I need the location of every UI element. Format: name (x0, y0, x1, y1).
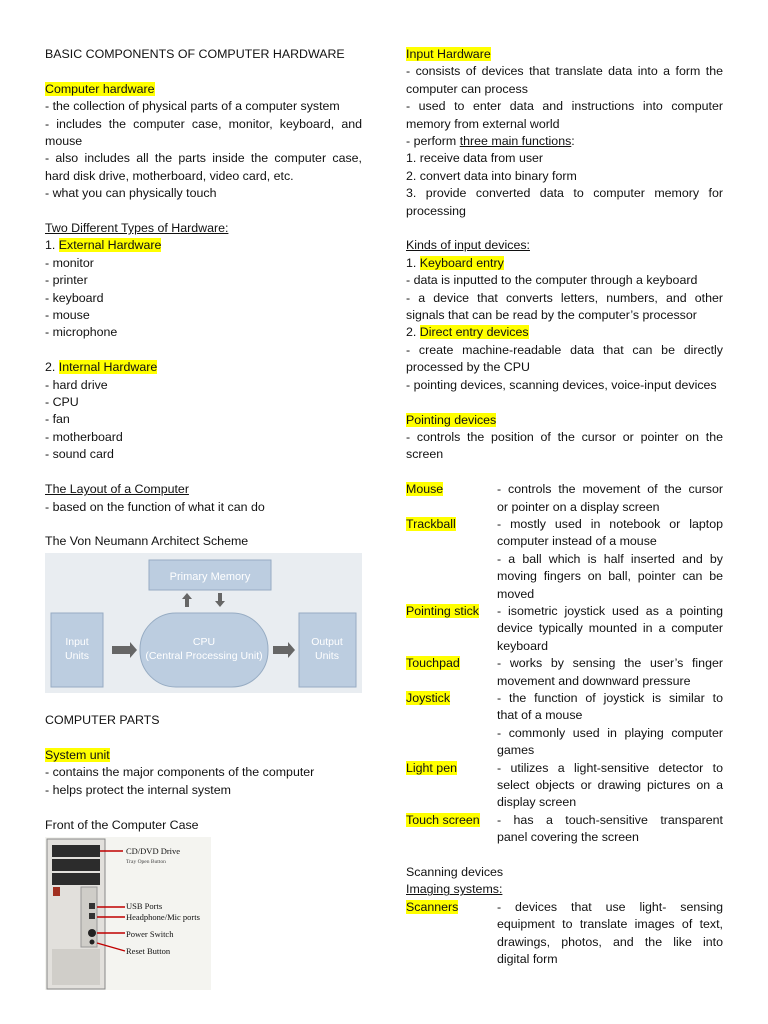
de-line: - pointing devices, scanning devices, voice-input devices (406, 377, 717, 392)
input-line: memory from external world (406, 116, 560, 131)
device-entry-light-pen: Light pen - utilizes a light-sensitive detector to select objects or drawing pictures on a display screen (406, 760, 723, 810)
keyboard-entry-heading: 1. Keyboard entry (406, 255, 504, 270)
scanning-devices-heading: Scanning devices (406, 865, 504, 880)
right-column (406, 46, 723, 968)
hw-line: - the collection of physical parts of a computer system (45, 99, 340, 114)
list-item: - printer (45, 273, 88, 288)
function-line: 3. provide converted data to computer memory for (406, 186, 723, 201)
device-term: Light pen (406, 760, 457, 775)
system-unit-heading: System unit (45, 747, 110, 762)
function-line: 2. convert data into binary form (406, 168, 577, 183)
hw-line: mouse (45, 134, 83, 149)
computer-hardware-heading: Computer hardware (45, 81, 155, 96)
von-neumann-diagram (45, 553, 362, 693)
list-item: - fan (45, 412, 70, 427)
tray-open-label: Tray Open Button (126, 858, 166, 865)
svg-text:Output: Output (311, 635, 343, 648)
function-line: processing (406, 203, 466, 218)
hardware-types-heading: Two Different Types of Hardware: (45, 221, 229, 236)
internal-hardware-heading: 2. Internal Hardware (45, 360, 158, 375)
direct-entry-heading: 2. Direct entry devices (406, 325, 529, 340)
cd-dvd-label: CD/DVD Drive (126, 845, 181, 856)
kinds-heading: Kinds of input devices: (406, 238, 530, 253)
von-neumann-heading: The Von Neumann Architect Scheme (45, 534, 249, 549)
pd-line: screen (406, 447, 444, 462)
device-entry-joystick: Joystick - the function of joystick is similar to that of a mouse - commonly used in playing computer games (406, 690, 723, 758)
device-entry-trackball: Trackball - mostly used in notebook or laptop computer instead of a mouse - a ball which is half inserted and by moving fingers on ball, pointer can be moved (406, 516, 723, 601)
device-term: Touch screen (406, 812, 480, 827)
device-entry-mouse: Mouse - controls the movement of the cursor or pointer on a display screen (406, 482, 723, 514)
svg-text:(Central Processing Unit): (Central Processing Unit) (145, 649, 263, 662)
sys-line: - helps protect the internal system (45, 782, 231, 797)
sys-line: - contains the major components of the computer (45, 765, 315, 780)
list-item: - motherboard (45, 429, 123, 444)
device-entry-pointing-stick: Pointing stick - isometric joystick used as a pointing device typically mounted in a computer keyboard (406, 603, 723, 653)
computer-parts-heading: COMPUTER PARTS (45, 713, 160, 728)
svg-text:CPU: CPU (192, 635, 216, 648)
computer-case-image (45, 837, 362, 990)
input-hardware-heading: Input Hardware (406, 47, 491, 61)
pd-line: - controls the position of the cursor or pointer on the (406, 429, 723, 444)
kb-line: - a device that converts letters, numbers, and other (406, 290, 723, 305)
device-entry-scanners: Scanners - devices that use light- sensing equipment to translate images of text, drawings, photos, and the like into digital form (406, 899, 723, 967)
device-term: Touchpad (406, 656, 460, 671)
primary-memory-label: Primary Memory (169, 570, 251, 583)
input-line: - consists of devices that translate data into a form the (406, 64, 723, 79)
left-column (45, 46, 362, 990)
usb-ports-label: USB Ports (126, 900, 163, 911)
device-term: Mouse (406, 482, 444, 497)
reset-button-label: Reset Button (126, 945, 171, 956)
device-term: Pointing stick (406, 603, 480, 618)
list-item: - keyboard (45, 290, 104, 305)
list-item: - CPU (45, 395, 79, 410)
de-line: - create machine-readable data that can be directly (406, 342, 723, 357)
power-switch-label: Power Switch (126, 928, 174, 939)
input-line: - used to enter data and instructions into computer (406, 99, 723, 114)
list-item: - sound card (45, 447, 114, 462)
perform-line: - perform three main functions: (406, 134, 575, 149)
svg-text:Units: Units (65, 649, 89, 662)
hw-line: hard disk drive, motherboard, video card, etc. (45, 168, 294, 183)
de-line: processed by the CPU (406, 360, 530, 375)
device-term: Scanners (406, 899, 459, 914)
kb-line: - data is inputted to the computer through a keyboard (406, 273, 698, 288)
list-item: - mouse (45, 308, 90, 323)
hw-line: - what you can physically touch (45, 186, 217, 201)
input-line: computer can process (406, 81, 528, 96)
svg-text:Input: Input (65, 635, 89, 648)
list-item: - microphone (45, 325, 118, 340)
pointing-devices-heading: Pointing devices (406, 412, 497, 427)
device-entry-touchpad: Touchpad - works by sensing the user’s finger movement and downward pressure (406, 656, 723, 688)
external-hardware-heading: 1. External Hardware (45, 238, 162, 253)
svg-text:Units: Units (315, 649, 339, 662)
device-entry-touch-screen: Touch screen - has a touch-sensitive transparent panel covering the screen (406, 812, 723, 845)
list-item: - monitor (45, 255, 94, 270)
device-term: Joystick (406, 690, 451, 705)
front-case-heading: Front of the Computer Case (45, 817, 199, 832)
function-line: 1. receive data from user (406, 151, 544, 166)
list-item: - hard drive (45, 377, 108, 392)
hw-line: - includes the computer case, monitor, keyboard, and (45, 116, 362, 131)
hw-line: - also includes all the parts inside the computer case, (45, 151, 362, 166)
layout-heading: The Layout of a Computer (45, 482, 189, 497)
document-title: BASIC COMPONENTS OF COMPUTER HARDWARE (45, 47, 345, 61)
device-term: Trackball (406, 516, 456, 531)
layout-line: - based on the function of what it can do (45, 499, 265, 514)
kb-line: signals that can be read by the computer’s processor (406, 308, 697, 323)
headphone-ports-label: Headphone/Mic ports (126, 911, 200, 922)
imaging-systems-heading: Imaging systems: (406, 882, 503, 897)
